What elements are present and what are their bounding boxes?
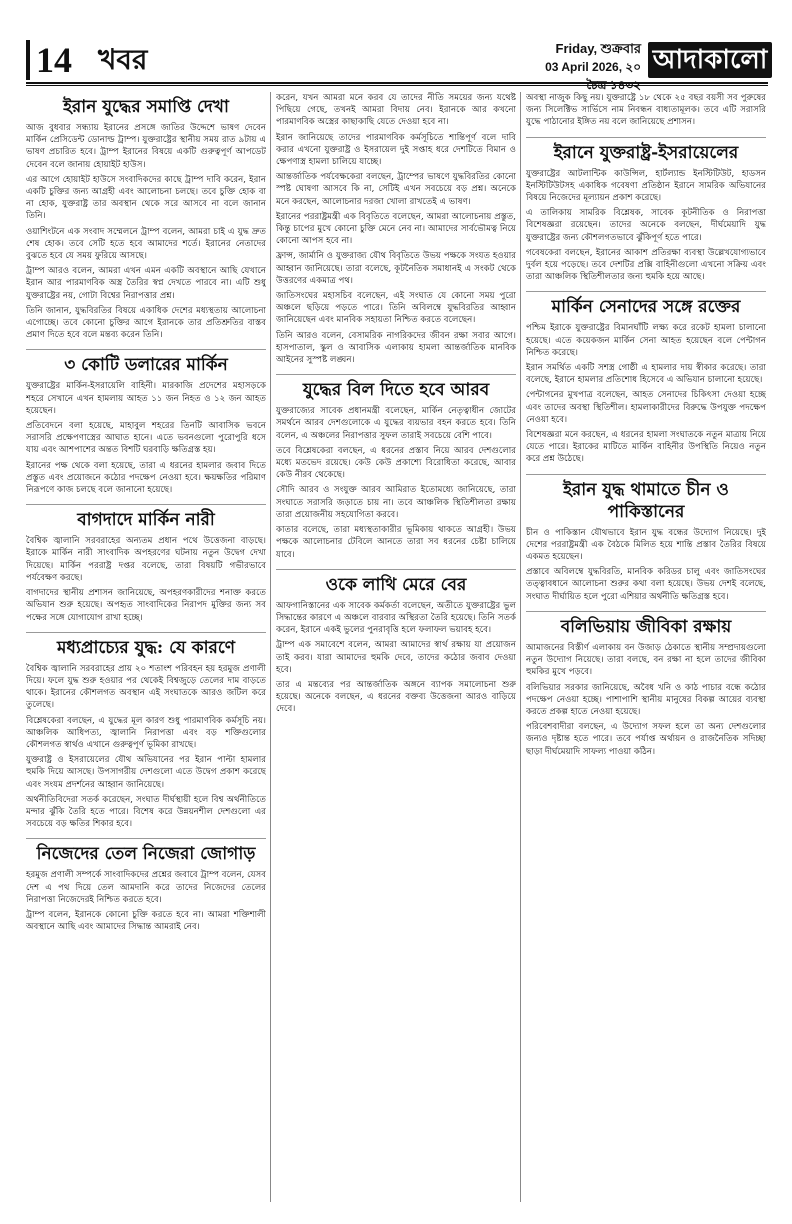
article-paragraph: ট্রাম্প বলেন, ইরানকে কোনো চুক্তি করতে হবে না। আমরা শক্তিশালী অবস্থানে আছি এবং আমাদের সিদ্ধান্ত আমরাই নেব। bbox=[26, 909, 266, 933]
article-paragraph: যুক্তরাষ্ট্রের আটলান্টিক কাউন্সিল, হার্টল্যান্ড ইনস্টিটিউট, হাডসন ইনস্টিটিউটসহ একাধিক গবেষণা প্রতিষ্ঠান ইরানে সামরিক অভিযানের বিষয়ে নিজেদের মূল্যায়ন প্রকাশ করেছে। bbox=[526, 168, 766, 204]
article-paragraph: জাতিসংঘের মহাসচিব বলেছেন, এই সংঘাত যে কোনো সময় পুরো অঞ্চলে ছড়িয়ে পড়তে পারে। তিনি অবিলম্বে যুদ্ধবিরতির আহ্বান জানিয়েছেন এবং মানবিক সহায়তা নিশ্চিত করতে বলেছেন। bbox=[276, 291, 516, 326]
article-headline[interactable]: নিজেদের তেল নিজেরা জোগাড় bbox=[26, 838, 266, 865]
article-paragraph: প্রস্তাবে অবিলম্বে যুদ্ধবিরতি, মানবিক করিডর চালু এবং জাতিসংঘের তত্ত্বাবধানে আলোচনা শুরুর কথা বলা হয়েছে। উভয় দেশই বলেছে, সংঘাত দীর্ঘায়িত হলে পুরো এশিয়ার অর্থনীতি ক্ষতিগ্রস্ত হবে। bbox=[526, 567, 766, 602]
article-headline[interactable]: মধ্যপ্রাচ্যের যুদ্ধ: যে কারণে bbox=[26, 632, 266, 659]
article-paragraph: বিশ্লেষকেরা বলছেন, এ যুদ্ধের মূল কারণ শুধু পারমাণবিক কর্মসূচি নয়। আঞ্চলিক আধিপত্য, জ্বালানি নিরাপত্তা এবং বড় শক্তিগুলোর কৌশলগত স্বার্থও এখানে গুরুত্বপূর্ণ ভূমিকা রাখছে। bbox=[26, 715, 266, 750]
article-paragraph: পশ্চিম ইরাকে যুক্তরাষ্ট্রের বিমানঘাঁটি লক্ষ্য করে রকেট হামলা চালানো হয়েছে। এতে কয়েকজন মার্কিন সেনা আহত হয়েছেন বলে পেন্টাগন নিশ্চিত করেছে। bbox=[526, 323, 766, 358]
article bbox=[526, 92, 766, 129]
article-paragraph: ইরান সমর্থিত একটি সশস্ত্র গোষ্ঠী এ হামলার দায় স্বীকার করেছে। তারা বলেছে, ইরানে হামলার প্রতিশোধ হিসেবে এ অভিযান চালানো হয়েছে। bbox=[526, 363, 766, 386]
article-paragraph: পেন্টাগনের মুখপাত্র বলেছেন, আহত সেনাদের চিকিৎসা দেওয়া হচ্ছে এবং তাদের অবস্থা স্থিতিশীল। হামলাকারীদের বিরুদ্ধে উপযুক্ত পদক্ষেপ নেওয়া হবে। bbox=[526, 390, 766, 425]
article-paragraph: ইরানের পক্ষ থেকে বলা হয়েছে, তারা এ ধরনের হামলার জবাব দিতে প্রস্তুত এবং প্রয়োজনে কঠোর পদক্ষেপ নেওয়া হবে। ক্ষয়ক্ষতির পরিমাণ নিরূপণে কাজ চলছে বলে জানানো হয়েছে। bbox=[26, 460, 266, 496]
header-rule bbox=[26, 82, 768, 84]
article-paragraph: তার এ মন্তব্যের পর আন্তর্জাতিক অঙ্গনে ব্যাপক সমালোচনা শুরু হয়েছে। অনেকে বলছেন, এ ধরনের বক্তব্য উত্তেজনা আরও বাড়িয়ে দেবে। bbox=[276, 679, 516, 715]
article-paragraph: আজ বুধবার সন্ধ্যায় ইরানের প্রসঙ্গে জাতির উদ্দেশে ভাষণ দেবেন মার্কিন প্রেসিডেন্ট ডোনাল্ড ট্রাম্প। যুক্তরাষ্ট্রের স্থানীয় সময় রাত ৯টায় এ ভাষণ প্রচারিত হবে। ট্রাম্প ইরানের বিষয়ে একটি গুরুত্বপূর্ণ আপডেট দেবেন বলে জানায় হোয়াইট হাউস। bbox=[26, 123, 266, 170]
article bbox=[526, 474, 766, 603]
article bbox=[526, 137, 766, 284]
article bbox=[26, 96, 266, 341]
column-divider bbox=[520, 92, 521, 1202]
article-paragraph: বিশেষজ্ঞরা মনে করছেন, এ ধরনের হামলা সংঘাতকে নতুন মাত্রায় নিয়ে যেতে পারে। ইরাকের মাটিতে মার্কিন বাহিনীর উপস্থিতি নিয়েও নতুন করে প্রশ্ন উঠেছে। bbox=[526, 430, 766, 465]
article-paragraph: তিনি আরও বলেন, বেসামরিক নাগরিকদের জীবন রক্ষা সবার আগে। হাসপাতাল, স্কুল ও আবাসিক এলাকায় হামলা আন্তর্জাতিক মানবিক আইনের সুস্পষ্ট লঙ্ঘন। bbox=[276, 330, 516, 366]
article-paragraph: কাতার বলেছে, তারা মধ্যস্থতাকারীর ভূমিকায় থাকতে আগ্রহী। উভয় পক্ষকে আলোচনার টেবিলে আনতে তারা সব ধরনের চেষ্টা চালিয়ে যাবে। bbox=[276, 525, 516, 560]
article-headline[interactable]: যুদ্ধের বিল দিতে হবে আরব bbox=[276, 374, 516, 401]
article-headline[interactable]: ওকে লাথি মেরে বের bbox=[276, 569, 516, 596]
article-paragraph: ফ্রান্স, জার্মানি ও যুক্তরাজ্য যৌথ বিবৃতিতে উভয় পক্ষকে সংযত হওয়ার আহ্বান জানিয়েছে। তারা বলেছে, কূটনৈতিক সমাধানই এ সংকট থেকে উত্তরণের একমাত্র পথ। bbox=[276, 251, 516, 286]
article bbox=[26, 349, 266, 496]
issue-date: 03 April 2026, ২০ bbox=[545, 60, 641, 74]
column-3 bbox=[526, 92, 766, 1202]
article-paragraph: গবেষকেরা বলছেন, ইরানের আকাশ প্রতিরক্ষা ব্যবস্থা উল্লেখযোগ্যভাবে দুর্বল হয়ে পড়েছে। তবে দেশটির প্রক্সি বাহিনীগুলো এখনো সক্রিয় এবং তারা আঞ্চলিক স্থিতিশীলতার জন্য হুমকি হয়ে আছে। bbox=[526, 247, 766, 283]
article-paragraph: যুক্তরাষ্ট্রের মার্কিন-ইসরায়েলি বাহিনী। মারকাজি প্রদেশের মহাসড়কে শহরে সেখানে এখন হামলায় আহত ১১ জন নিহত ও ১২ জন আহত হয়েছেন। bbox=[26, 381, 266, 416]
article bbox=[526, 611, 766, 758]
column-1 bbox=[26, 92, 266, 1202]
newspaper-logo[interactable]: আদাকালো bbox=[648, 42, 772, 78]
article-headline[interactable]: ৩ কোটি ডলারের মার্কিন bbox=[26, 349, 266, 376]
article-headline[interactable]: ইরান যুদ্ধের সমাপ্তি দেখা bbox=[63, 97, 229, 117]
article-paragraph: বৈশ্বিক জ্বালানি সরবরাহের অন্যতম প্রধান পথে উত্তেজনা বাড়ছে। ইরাকে মার্কিন নারী সাংবাদিক অপহরণের ঘটনায় নতুন উদ্বেগ দেখা দিয়েছে। মার্কিন পররাষ্ট্র দপ্তর বলেছে, তারা বিষয়টি গভীরভাবে পর্যবেক্ষণ করছে। bbox=[26, 536, 266, 583]
article bbox=[26, 838, 266, 933]
header-rule-thin bbox=[26, 85, 768, 86]
article-paragraph: করেন, যখন আমরা মনে করব যে তাদের নীতি সময়ের জন্য যথেষ্ট পিছিয়ে গেছে, তখনই আমরা বিদায় নেব। ইরানকে আর কখনো পারমাণবিক অস্ত্রের কাছাকাছি যেতে দেওয়া হবে না। bbox=[276, 93, 516, 128]
column-divider bbox=[270, 92, 271, 1202]
article-headline[interactable]: ইরান যুদ্ধ থামাতে চীন ও পাকিস্তানের bbox=[526, 474, 766, 523]
article-paragraph: সৌদি আরব ও সংযুক্ত আরব আমিরাত ইতোমধ্যে জানিয়েছে, তারা সংঘাতে সরাসরি জড়াতে চায় না। তবে আঞ্চলিক স্থিতিশীলতা রক্ষায় তারা প্রয়োজনীয় সহযোগিতা করবে। bbox=[276, 485, 516, 520]
article-paragraph: আফগানিস্তানের এক সাবেক কর্মকর্তা বলেছেন, অতীতে যুক্তরাষ্ট্রের ভুল সিদ্ধান্তের কারণে এ অঞ্চলে বারবার অস্থিরতা তৈরি হয়েছে। তিনি সতর্ক করেন, ইরানে একই ভুলের পুনরাবৃত্তি হলে ফলাফল ভয়াবহ হবে। bbox=[276, 600, 516, 636]
issue-day: Friday, শুক্রবার bbox=[555, 41, 641, 56]
article bbox=[276, 92, 516, 366]
article-paragraph: ওয়াশিংটনে এক সংবাদ সম্মেলনে ট্রাম্প বলেন, আমরা চাই এ যুদ্ধ দ্রুত শেষ হোক। তবে সেটি হতে হবে আমাদের শর্তে। ইরানের নেতাদের বুঝতে হবে যে সময় ফুরিয়ে আসছে। bbox=[26, 226, 266, 262]
column-2 bbox=[276, 92, 516, 1202]
article-paragraph: যুক্তরাষ্ট্র ও ইসরায়েলের যৌথ অভিযানের পর ইরান পাল্টা হামলার হুমকি দিয়ে আসছে। উপসাগরীয় দেশগুলো এতে উদ্বেগ প্রকাশ করেছে এবং সংযম প্রদর্শনের আহ্বান জানিয়েছে। bbox=[26, 755, 266, 790]
article-paragraph: বৈশ্বিক জ্বালানি সরবরাহের প্রায় ২০ শতাংশ পরিবহন হয় হরমুজ প্রণালী দিয়ে। ফলে যুদ্ধ শুরু হওয়ার পর থেকেই বিশ্বজুড়ে তেলের দাম বাড়তে থাকে। ইরানের কৌশলগত অবস্থান এই সংঘাতকে আরও জটিল করে তুলেছে। bbox=[26, 663, 266, 711]
article-headline[interactable]: বাগদাদে মার্কিন নারী bbox=[26, 504, 266, 531]
article-paragraph: ট্রাম্প এক সমাবেশে বলেন, আমরা আমাদের স্বার্থ রক্ষায় যা প্রয়োজন তাই করব। যারা আমাদের হুমকি দেবে, তাদের কঠোর জবাব দেওয়া হবে। bbox=[276, 640, 516, 675]
article-paragraph: অবস্থা নাজুক কিছু নয়। যুক্তরাষ্ট্রে ১৮ থেকে ২৫ বছর বয়সী সব পুরুষের জন্য সিলেক্টিভ সার্ভিসে নাম নিবন্ধন বাধ্যতামূলক। তবে এটি সরাসরি যুদ্ধে পাঠানোর ইঙ্গিত নয় বলে জানিয়েছে প্রশাসন। bbox=[526, 93, 766, 128]
article bbox=[276, 569, 516, 716]
article bbox=[276, 374, 516, 560]
section-name: খবর bbox=[98, 43, 148, 76]
article-paragraph: প্রতিবেদনে বলা হয়েছে, মাহাবুল শহরের তিনটি আবাসিক ভবনে সরাসরি প্রক্ষেপণাস্ত্রের আঘাত হানে। এতে ভবনগুলো পুরোপুরি ধসে যায় এবং আশপাশের অন্তত বিশটি ঘরবাড়ি ক্ষতিগ্রস্ত হয়। bbox=[26, 421, 266, 456]
article-paragraph: তিনি জানান, যুদ্ধবিরতির বিষয়ে একাধিক দেশের মধ্যস্থতায় আলোচনা এগোচ্ছে। তবে কোনো চুক্তির আগে ইরানকে তার প্রতিশ্রুতির বাস্তব প্রমাণ দিতে হবে বলে মন্তব্য করেন তিনি। bbox=[26, 305, 266, 341]
article-paragraph: বলিভিয়ার সরকার জানিয়েছে, অবৈধ খনি ও কাঠ পাচার বন্ধে কঠোর পদক্ষেপ নেওয়া হচ্ছে। পাশাপাশি স্থানীয় মানুষের বিকল্প আয়ের ব্যবস্থা করতে প্রকল্প হাতে নেওয়া হয়েছে। bbox=[526, 682, 766, 717]
article-paragraph: এ তালিকায় সামরিক বিশ্লেষক, সাবেক কূটনীতিক ও নিরাপত্তা বিশেষজ্ঞরা রয়েছেন। তাদের অনেকে বলছেন, দীর্ঘমেয়াদি যুদ্ধ যুক্তরাষ্ট্রের জন্য কৌশলগতভাবে ঝুঁকিপূর্ণ হতে পারে। bbox=[526, 208, 766, 243]
article-paragraph: চীন ও পাকিস্তান যৌথভাবে ইরান যুদ্ধ বন্ধের উদ্যোগ নিয়েছে। দুই দেশের পররাষ্ট্রমন্ত্রী এক বৈঠকে মিলিত হয়ে শান্তি প্রস্তাব তৈরির বিষয়ে একমত হয়েছেন। bbox=[526, 527, 766, 563]
article-paragraph: বাগদাদের স্থানীয় প্রশাসন জানিয়েছে, অপহরণকারীদের শনাক্ত করতে অভিযান শুরু হয়েছে। অপহৃত সাংবাদিকের নিরাপদ মুক্তির জন্য সব পক্ষের সঙ্গে যোগাযোগ রাখা হচ্ছে। bbox=[26, 588, 266, 623]
article bbox=[26, 504, 266, 623]
article-paragraph: ট্রাম্প আরও বলেন, আমরা এখন এমন একটি অবস্থানে আছি যেখানে ইরান আর পারমাণবিক অস্ত্র তৈরির স্বপ্ন দেখতে পারবে না। এটি শুধু যুক্তরাষ্ট্রের নয়, গোটা বিশ্বের নিরাপত্তার প্রশ্ন। bbox=[26, 266, 266, 301]
article-paragraph: তবে বিশ্লেষকেরা বলছেন, এ ধরনের প্রস্তাব নিয়ে আরব দেশগুলোর মধ্যে মতভেদ রয়েছে। কেউ কেউ প্রকাশ্যে বিরোধিতা করেছে, আবার কেউ নীরব থেকেছে। bbox=[276, 445, 516, 481]
article-paragraph: এর আগে হোয়াইট হাউসে সংবাদিকদের কাছে ট্রাম্প দাবি করেন, ইরান একটি চুক্তির জন্য আগ্রহী এবং আলোচনা চলছে। তবে চুক্তি হোক বা না হোক, যুক্তরাষ্ট্র তার অবস্থান থেকে সরে আসবে না বলে জানান তিনি। bbox=[26, 174, 266, 222]
article bbox=[26, 632, 266, 831]
article bbox=[526, 291, 766, 465]
article-paragraph: হরমুজ প্রণালী সম্পর্কে সাংবাদিকদের প্রশ্নের জবাবে ট্রাম্প বলেন, যেসব দেশ এ পথ দিয়ে তেল আমদানি করে তাদের নিজেদের তেলের নিরাপত্তা নিজেদেরই নিশ্চিত করতে হবে। bbox=[26, 870, 266, 905]
article-headline[interactable]: বলিভিয়ায় জীবিকা রক্ষায় bbox=[526, 611, 766, 638]
article-paragraph: পরিবেশবাদীরা বলছেন, এ উদ্যোগ সফল হলে তা অন্য দেশগুলোর জন্যও দৃষ্টান্ত হতে পারে। তবে পর্যাপ্ত অর্থায়ন ও রাজনৈতিক সদিচ্ছা ছাড়া দীর্ঘমেয়াদি সাফল্য পাওয়া কঠিন। bbox=[526, 722, 766, 757]
article-paragraph: আন্তর্জাতিক পর্যবেক্ষকেরা বলছেন, ট্রাম্পের ভাষণে যুদ্ধবিরতির কোনো স্পষ্ট ঘোষণা আসবে কি না, সেটিই এখন সবচেয়ে বড় প্রশ্ন। অনেকে মনে করছেন, আলোচনার দরজা খোলা রাখতেই এ ভাষণ। bbox=[276, 172, 516, 207]
article-paragraph: যুক্তরাজ্যের সাবেক প্রধানমন্ত্রী বলেছেন, মার্কিন নেতৃত্বাধীন জোটের সমর্থনে আরব দেশগুলোকে এ যুদ্ধের ব্যয়ভার বহন করতে হবে। তিনি বলেন, এ অঞ্চলের নিরাপত্তার সুফল তারাই সবচেয়ে বেশি পাবে। bbox=[276, 406, 516, 441]
article-paragraph: ইরানের পররাষ্ট্রমন্ত্রী এক বিবৃতিতে বলেছেন, আমরা আলোচনায় প্রস্তুত, কিন্তু চাপের মুখে কোনো চুক্তি মেনে নেব না। আমাদের সার্বভৌমত্ব নিয়ে কোনো আপস হবে না। bbox=[276, 211, 516, 247]
masthead bbox=[26, 40, 768, 80]
page-number: 14 bbox=[26, 40, 72, 80]
article-headline[interactable]: ইরানে যুক্তরাষ্ট্র-ইসরায়েলের bbox=[526, 137, 766, 164]
article-headline[interactable]: মার্কিন সেনাদের সঙ্গে রক্তের bbox=[526, 291, 766, 318]
article-paragraph: আমাজনের বিস্তীর্ণ এলাকায় বন উজাড় ঠেকাতে স্থানীয় সম্প্রদায়গুলো নতুন উদ্যোগ নিয়েছে। তারা বলছে, বন রক্ষা না হলে তাদের জীবিকা হুমকির মুখে পড়বে। bbox=[526, 642, 766, 678]
article-paragraph: অর্থনীতিবিদেরা সতর্ক করেছেন, সংঘাত দীর্ঘস্থায়ী হলে বিশ্ব অর্থনীতিতে মন্দার ঝুঁকি তৈরি হতে পারে। বিশেষ করে উন্নয়নশীল দেশগুলো এর সবচেয়ে বড় ক্ষতির শিকার হবে। bbox=[26, 794, 266, 830]
article-paragraph: ইরান জানিয়েছে তাদের পারমাণবিক কর্মসূচিতে শান্তিপূর্ণ বলে দাবি করার এখনো যুক্তরাষ্ট্র ও ইসরায়েল দুই সপ্তাহ ধরে দেশটিতে বিমান ও ক্ষেপণাস্ত্র হামলা চালিয়ে যাচ্ছে। bbox=[276, 132, 516, 168]
